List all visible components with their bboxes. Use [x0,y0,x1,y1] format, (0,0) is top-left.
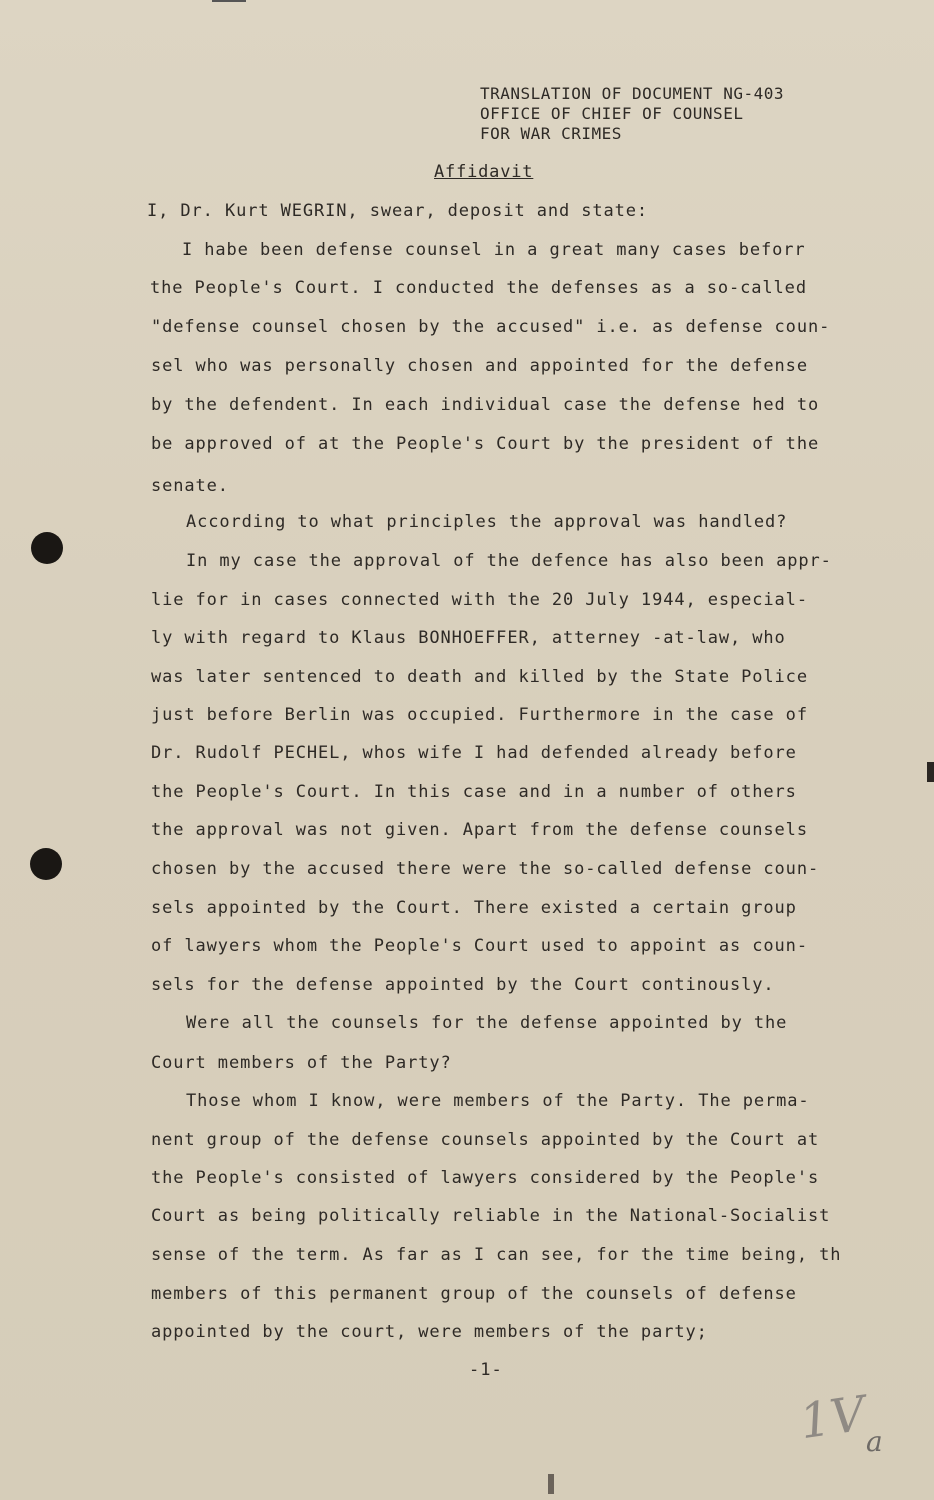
punch-hole [31,532,63,564]
text-line: was later sentenced to death and killed by the State Police [151,667,808,687]
text-line: Those whom I know, were members of the Party. The perma- [186,1091,810,1111]
document-title: Affidavit [434,162,534,182]
handwritten-margin-note: 1V [796,1385,869,1451]
text-line: the People's consisted of lawyers considered by the People's [151,1168,820,1188]
text-line: sels for the defense appointed by the Court continously. [151,975,775,995]
text-line: the People's Court. In this case and in a number of others [151,782,797,802]
text-line: the approval was not given. Apart from the defense counsels [151,820,808,840]
text-line: "defense counsel chosen by the accused" i.e. as defense coun- [151,317,831,337]
text-line: chosen by the accused there were the so-called defense coun- [151,859,820,879]
text-line: ly with regard to Klaus BONHOEFFER, atterney -at-law, who [151,628,786,648]
text-line: members of this permanent group of the counsels of defense [151,1284,797,1304]
text-line: I habe been defense counsel in a great many cases beforr [182,240,806,260]
text-line: nent group of the defense counsels appointed by the Court at [151,1130,820,1150]
text-line: sels appointed by the Court. There existed a certain group [151,898,797,918]
text-line: Court as being politically reliable in the National-Socialist [151,1206,831,1226]
text-line: Dr. Rudolf PECHEL, whos wife I had defended already before [151,743,797,763]
page-number: -1- [469,1360,503,1380]
text-line: be approved of at the People's Court by the president of the [151,434,820,454]
text-line: lie for in cases connected with the 20 July 1944, especial- [151,590,808,610]
document-header [480,84,784,144]
text-line: senate. [151,476,229,496]
text-line: the People's Court. I conducted the defenses as a so-called [150,278,807,298]
text-line: According to what principles the approval was handled? [186,512,788,532]
header-line: FOR WAR CRIMES [480,124,622,143]
right-edge-mark [927,762,934,782]
top-edge-mark [212,0,246,8]
text-line: I, Dr. Kurt WEGRIN, swear, deposit and state: [147,201,649,221]
header-line: OFFICE OF CHIEF OF COUNSEL [480,104,744,123]
text-line: sense of the term. As far as I can see, for the time being, th [151,1245,842,1265]
text-line: Court members of the Party? [151,1053,452,1073]
text-line: appointed by the court, were members of the party; [151,1322,708,1342]
bottom-edge-mark [548,1474,554,1494]
text-line: by the defendent. In each individual case the defense hed to [151,395,820,415]
text-line: of lawyers whom the People's Court used to appoint as coun- [151,936,808,956]
text-line: Were all the counsels for the defense appointed by the [186,1013,788,1033]
header-line: TRANSLATION OF DOCUMENT NG-403 [480,84,784,103]
text-line: just before Berlin was occupied. Furthermore in the case of [151,705,808,725]
text-line: sel who was personally chosen and appointed for the defense [151,356,808,376]
punch-hole [30,848,62,880]
handwritten-margin-letter: a [866,1425,883,1458]
text-line: In my case the approval of the defence has also been appr- [186,551,832,571]
